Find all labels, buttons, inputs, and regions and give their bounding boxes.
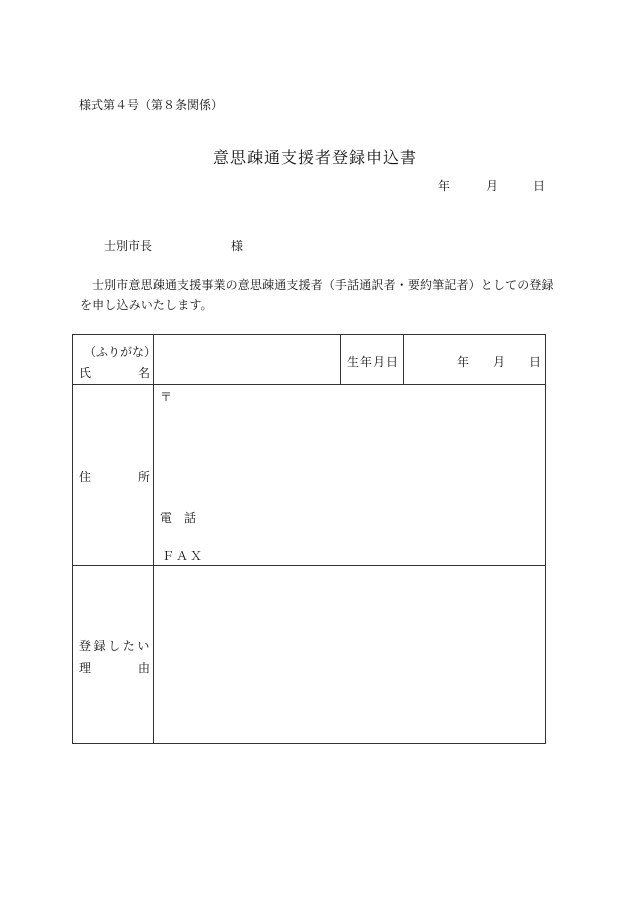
reason-label-second-a: 理	[79, 661, 92, 675]
table-divider	[340, 334, 341, 384]
phone-label: 電 話	[160, 511, 197, 525]
application-statement: 士別市意思疎通支援事業の意思疎通支援者（手話通訳者・要約筆記者）としての登録を申し込みいたします。	[80, 278, 554, 312]
furigana-label: （ふりがな）	[84, 345, 157, 359]
date-month-label: 月	[486, 179, 499, 193]
birthdate-field[interactable]	[405, 336, 545, 383]
reason-field[interactable]	[155, 567, 545, 743]
name-label-second: 名	[138, 366, 151, 380]
date-year-label: 年	[438, 179, 451, 193]
name-label-first: 氏	[79, 366, 92, 380]
form-number: 様式第４号（第８条関係）	[79, 98, 224, 112]
postal-mark: 〒	[160, 390, 173, 404]
addressee-honorific: 様	[231, 239, 244, 253]
addressee-name: 士別市長	[104, 239, 153, 253]
table-divider	[403, 334, 404, 384]
fax-label: ＦＡＸ	[162, 549, 205, 563]
address-label-second: 所	[138, 470, 151, 484]
birth-month-label: 月	[493, 355, 506, 369]
birth-year-label: 年	[457, 355, 470, 369]
address-field[interactable]	[155, 386, 545, 564]
name-field[interactable]	[155, 336, 339, 383]
birthdate-label: 生年月日	[347, 355, 400, 369]
table-divider	[72, 384, 546, 385]
address-label-first: 住	[79, 470, 92, 484]
table-divider	[72, 565, 546, 566]
table-divider	[153, 334, 154, 744]
reason-label-second-b: 由	[138, 661, 151, 675]
reason-label-first: 登録したい	[79, 639, 153, 653]
page-title: 意思疎通支援者登録申込書	[212, 148, 417, 167]
date-day-label: 日	[533, 179, 546, 193]
birth-day-label: 日	[529, 355, 542, 369]
